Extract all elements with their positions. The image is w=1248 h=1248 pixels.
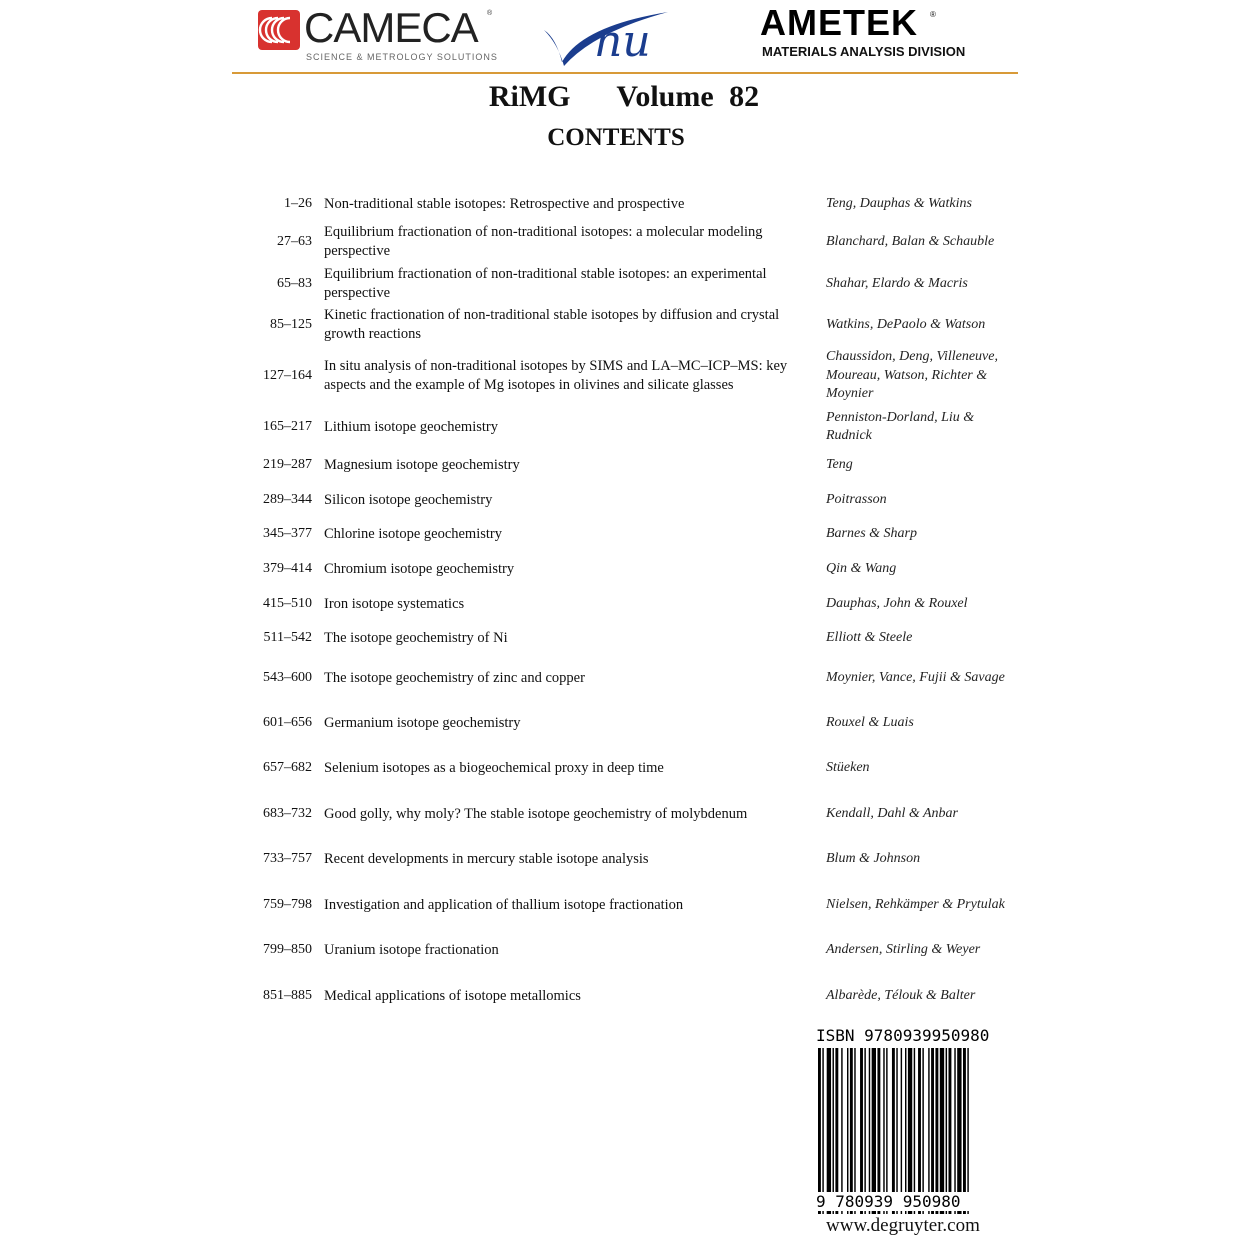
- chapter-authors: Blanchard, Balan & Schauble: [826, 233, 995, 249]
- chapter-authors: Elliott & Steele: [826, 629, 913, 645]
- barcode-bars: [816, 1048, 1018, 1214]
- chapter-title: Selenium isotopes as a biogeochemical proxy in deep time: [324, 759, 664, 776]
- chapter-title: Uranium isotope fractionation: [324, 941, 499, 958]
- chapter-title: Investigation and application of thallium isotope fractionation: [324, 896, 684, 913]
- page-range: 85–125: [270, 317, 312, 332]
- chapter-title: Non-traditional stable isotopes: Retrospective and prospective: [324, 195, 685, 212]
- ametek-logo: [760, 2, 990, 63]
- page-range: 1–26: [284, 196, 312, 211]
- page-range: 415–510: [263, 596, 312, 611]
- nu-wordmark: nu: [594, 16, 651, 67]
- chapter-authors: Stüeken: [826, 759, 870, 775]
- chapter-authors: Penniston-Dorland, Liu & Rudnick: [826, 409, 975, 443]
- chapter-authors: Blum & Johnson: [826, 850, 921, 866]
- chapter-authors: Qin & Wang: [826, 560, 897, 576]
- cameca-tagline: SCIENCE & METROLOGY SOLUTIONS: [306, 52, 498, 62]
- barcode-digits: 9 780939 950980: [816, 1192, 1018, 1211]
- page-range: 127–164: [263, 368, 312, 383]
- page-range: 851–885: [263, 988, 312, 1003]
- nu-logo: [542, 8, 672, 68]
- page-range: 289–344: [263, 492, 312, 507]
- chapter-authors: Poitrasson: [826, 491, 887, 507]
- publisher-logos: [232, 0, 1018, 72]
- page-range: 799–850: [263, 942, 312, 957]
- page-range: 165–217: [263, 419, 312, 434]
- page-range: 759–798: [263, 897, 312, 912]
- page-range: 65–83: [277, 276, 312, 291]
- page-title: RiMG Volume 82: [488, 80, 760, 113]
- chapter-title: Medical applications of isotope metallomics: [324, 987, 581, 1004]
- chapter-title: Chlorine isotope geochemistry: [324, 525, 502, 542]
- chapter-title: Equilibrium fractionation of non-traditional isotopes: a molecular modeling perspective: [324, 224, 763, 259]
- page-range: 657–682: [263, 760, 312, 775]
- chapter-title: Recent developments in mercury stable isotope analysis: [324, 850, 649, 867]
- chapter-title: Lithium isotope geochemistry: [324, 418, 498, 435]
- cameca-logo: [258, 4, 508, 63]
- chapter-authors: Shahar, Elardo & Macris: [826, 275, 968, 291]
- chapter-authors: Chaussidon, Deng, Villeneuve, Moureau, Watson, Richter & Moynier: [826, 349, 998, 402]
- header-divider: [232, 72, 1018, 74]
- isbn-label: ISBN 9780939950980: [816, 1026, 990, 1045]
- chapter-authors: Barnes & Sharp: [826, 525, 917, 541]
- ametek-wordmark: AMETEK: [760, 2, 918, 43]
- chapter-title: Good golly, why moly? The stable isotope geochemistry of molybdenum: [324, 805, 748, 822]
- chapter-title: Magnesium isotope geochemistry: [324, 456, 520, 473]
- chapter-title: Kinetic fractionation of non-traditional stable isotopes by diffusion and crystal growth reactions: [324, 307, 780, 342]
- chapter-authors: Teng: [826, 456, 853, 472]
- ametek-division: MATERIALS ANALYSIS DIVISION: [762, 44, 966, 59]
- chapter-title: The isotope geochemistry of Ni: [324, 629, 508, 646]
- contents-row: [230, 966, 1020, 1026]
- cameca-icon: [258, 10, 300, 50]
- chapter-authors: Andersen, Stirling & Weyer: [826, 941, 981, 957]
- chapter-title: The isotope geochemistry of zinc and copper: [324, 669, 585, 686]
- chapter-authors: Teng, Dauphas & Watkins: [826, 195, 972, 211]
- cameca-wordmark: CAMECA: [304, 4, 478, 51]
- isbn-barcode: [816, 1026, 1018, 1222]
- chapter-authors: Moynier, Vance, Fujii & Savage: [826, 669, 1005, 685]
- chapter-authors: Kendall, Dahl & Anbar: [826, 805, 958, 821]
- page-range: 379–414: [263, 561, 312, 576]
- contents-heading: CONTENTS: [547, 124, 685, 151]
- page-range: 683–732: [263, 806, 312, 821]
- cameca-registered-mark: ®: [487, 10, 493, 17]
- page-range: 543–600: [263, 670, 312, 685]
- ametek-registered-mark: ®: [930, 10, 936, 19]
- page-range: 345–377: [263, 526, 312, 541]
- page-range: 733–757: [263, 851, 312, 866]
- page-range: 219–287: [263, 457, 312, 472]
- chapter-authors: Dauphas, John & Rouxel: [826, 595, 968, 611]
- chapter-title: Iron isotope systematics: [324, 595, 465, 612]
- chapter-authors: Rouxel & Luais: [826, 714, 914, 730]
- chapter-authors: Watkins, DePaolo & Watson: [826, 316, 986, 332]
- page-range: 27–63: [277, 234, 312, 249]
- publisher-url[interactable]: www.degruyter.com: [826, 1215, 980, 1236]
- chapter-title: Silicon isotope geochemistry: [324, 491, 493, 508]
- page-range: 601–656: [263, 715, 312, 730]
- chapter-authors: Albarède, Télouk & Balter: [826, 987, 976, 1003]
- page-range: 511–542: [263, 630, 312, 645]
- chapter-title: Equilibrium fractionation of non-traditional stable isotopes: an experimental perspective: [324, 266, 767, 301]
- chapter-title: Chromium isotope geochemistry: [324, 560, 515, 577]
- chapter-title: In situ analysis of non-traditional isotopes by SIMS and LA–MC–ICP–MS: key aspects and the example of Mg isotopes in olivines and silicate glasses: [324, 358, 788, 393]
- chapter-title: Germanium isotope geochemistry: [324, 714, 521, 731]
- chapter-authors: Nielsen, Rehkämper & Prytulak: [826, 896, 1005, 912]
